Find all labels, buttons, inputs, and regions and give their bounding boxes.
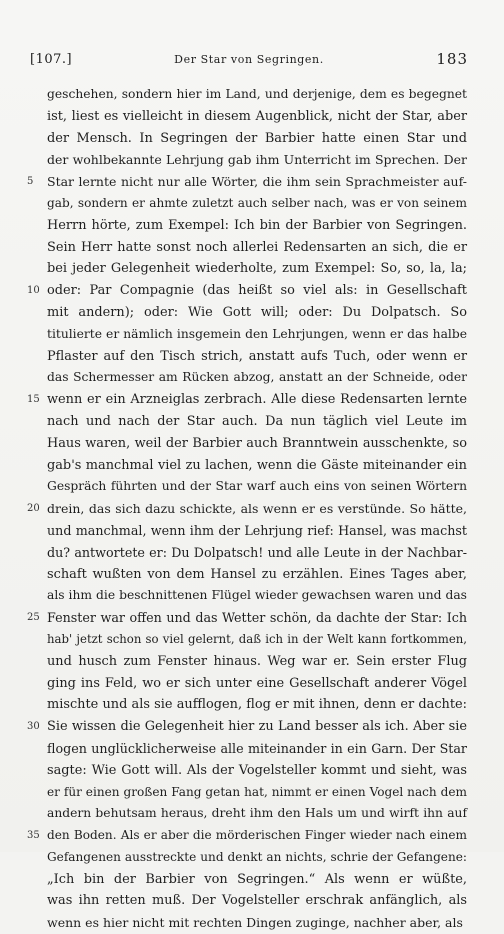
text-line [47, 803, 467, 825]
text-line [27, 280, 467, 302]
text-line [47, 542, 467, 564]
line-text: gab, sondern er ahmte zuletzt auch selber nach, was er von seinem [47, 195, 467, 210]
line-text: titulierte er nämlich insgemein den Lehrjungen, wenn er das halbe [47, 326, 467, 341]
text-line [47, 629, 467, 651]
line-text: mit andern); oder: Wie Gott will; oder: Du Dolpatsch. So [47, 304, 467, 320]
text-line [47, 673, 467, 695]
line-text: er für einen großen Fang getan hat, nimmt er einen Vogel nach dem [47, 784, 467, 799]
text-line [47, 302, 467, 324]
line-text: mischte und als sie aufflogen, flog er mit ihnen, denn er dachte: [47, 697, 467, 713]
line-text: nach und nach der Star auch. Da nun täglich viel Leute im [47, 413, 467, 429]
text-line [27, 825, 467, 847]
line-text: hab' jetzt schon so viel gelernt, daß ich in der Welt kann fortkommen, [47, 631, 467, 646]
line-text: und husch zum Fenster hinaus. Weg war er. Sein erster Flug [47, 653, 467, 669]
line-text: Sie wissen die Gelegenheit hier zu Land besser als ich. Aber sie [47, 719, 467, 735]
body-text [27, 84, 467, 934]
text-line [47, 346, 467, 368]
text-line [47, 694, 467, 716]
text-line [47, 869, 467, 891]
line-text: Gefangenen ausstreckte und denkt an nichts, schrie der Gefangene: [47, 849, 467, 864]
text-line [47, 215, 467, 237]
line-text: „Ich bin der Barbier von Segringen.“ Als wenn er wüßte, [47, 871, 467, 887]
line-text: oder: Par Compagnie (das heißt so viel als: in Gesellschaft [47, 283, 467, 299]
text-line [47, 738, 467, 760]
text-line [47, 324, 467, 346]
line-text: ist, liest es vielleicht in diesem Augenblick, nicht der Star, aber [47, 108, 467, 124]
text-line [47, 912, 467, 934]
text-line [47, 476, 467, 498]
text-line [47, 847, 467, 869]
line-text: du? antwortete er: Du Dolpatsch! und alle Leute in der Nachbar- [47, 544, 467, 560]
text-line [47, 585, 467, 607]
line-text: wenn es hier nicht mit rechten Dingen zuginge, nachher aber, als [47, 915, 463, 931]
text-line [47, 760, 467, 782]
text-line [47, 890, 467, 912]
text-line [47, 564, 467, 586]
line-text: den Boden. Als er aber die mörderischen Finger wieder nach einem [47, 828, 467, 843]
text-line [27, 716, 467, 738]
text-line [27, 607, 467, 629]
text-line [47, 106, 467, 128]
line-text: Pflaster auf den Tisch strich, anstatt aufs Tuch, oder wenn er [47, 348, 467, 364]
text-line [47, 193, 467, 215]
page-reference: [107.] [30, 52, 73, 67]
page-number: 183 [436, 50, 468, 68]
text-line [27, 389, 467, 411]
line-text: flogen unglücklicherweise alle miteinander in ein Garn. Der Star [47, 740, 467, 756]
line-number: 15 [27, 394, 40, 406]
text-line [47, 433, 467, 455]
text-line [27, 171, 467, 193]
line-number: 30 [27, 721, 40, 733]
line-text: der Mensch. In Segringen der Barbier hatte einen Star und [47, 130, 467, 146]
line-number: 25 [27, 612, 40, 624]
text-line [47, 149, 467, 171]
line-text: geschehen, sondern hier im Land, und derjenige, dem es begegnet [47, 87, 467, 101]
line-text: bei jeder Gelegenheit wiederholte, zum Exempel: So, so, la, la; [47, 261, 467, 277]
line-text: schaft wußten von dem Hansel zu erzählen. Eines Tages aber, [47, 566, 467, 582]
line-text: was ihn retten muß. Der Vogelsteller erschrak anfänglich, als [47, 893, 467, 909]
text-line [47, 520, 467, 542]
line-number: 35 [27, 830, 40, 842]
line-text: drein, das sich dazu schickte, als wenn er es verstünde. So hätte, [47, 501, 467, 517]
line-number: 10 [27, 285, 40, 297]
line-text: gab's manchmal viel zu lachen, wenn die Gäste miteinander ein [47, 457, 467, 473]
line-text: Fenster war offen und das Wetter schön, da dachte der Star: Ich [47, 610, 467, 626]
line-text: Star lernte nicht nur alle Wörter, die ihm sein Sprachmeister auf- [47, 174, 467, 190]
line-text: Gespräch führten und der Star warf auch eins von seinen Wörtern [47, 479, 467, 494]
line-text: das Schermesser am Rücken abzog, anstatt an der Schneide, oder [47, 370, 467, 385]
text-line [47, 237, 467, 259]
running-title: Der Star von Segringen. [174, 53, 324, 66]
line-number: 20 [27, 503, 40, 515]
line-text: Herrn hörte, zum Exempel: Ich bin der Barbier von Segringen. [47, 217, 467, 233]
line-text: sagte: Wie Gott will. Als der Vogelsteller kommt und sieht, was [47, 762, 467, 778]
text-line [47, 128, 467, 150]
text-line [47, 258, 467, 280]
line-text: andern behutsam heraus, dreht ihm den Hals um und wirft ihn auf [47, 806, 467, 821]
text-line [47, 651, 467, 673]
text-line [47, 367, 467, 389]
page-header [30, 50, 468, 72]
text-line [47, 411, 467, 433]
line-text: Haus waren, weil der Barbier auch Branntwein ausschenkte, so [47, 435, 467, 451]
line-text: wenn er ein Arzneiglas zerbrach. Alle diese Redensarten lernte [47, 392, 467, 408]
text-line [47, 84, 467, 106]
text-line [47, 455, 467, 477]
line-text: Sein Herr hatte sonst noch allerlei Redensarten an sich, die er [47, 239, 467, 255]
line-text: und manchmal, wenn ihm der Lehrjung rief: Hansel, was machst [47, 522, 467, 538]
line-text: als ihm die beschnittenen Flügel wieder gewachsen waren und das [47, 588, 467, 603]
line-text: ging ins Feld, wo er sich unter eine Gesellschaft anderer Vögel [47, 675, 467, 691]
text-line [27, 498, 467, 520]
line-number: 5 [27, 176, 34, 188]
text-line [47, 782, 467, 804]
line-text: der wohlbekannte Lehrjung gab ihm Unterricht im Sprechen. Der [47, 152, 467, 168]
